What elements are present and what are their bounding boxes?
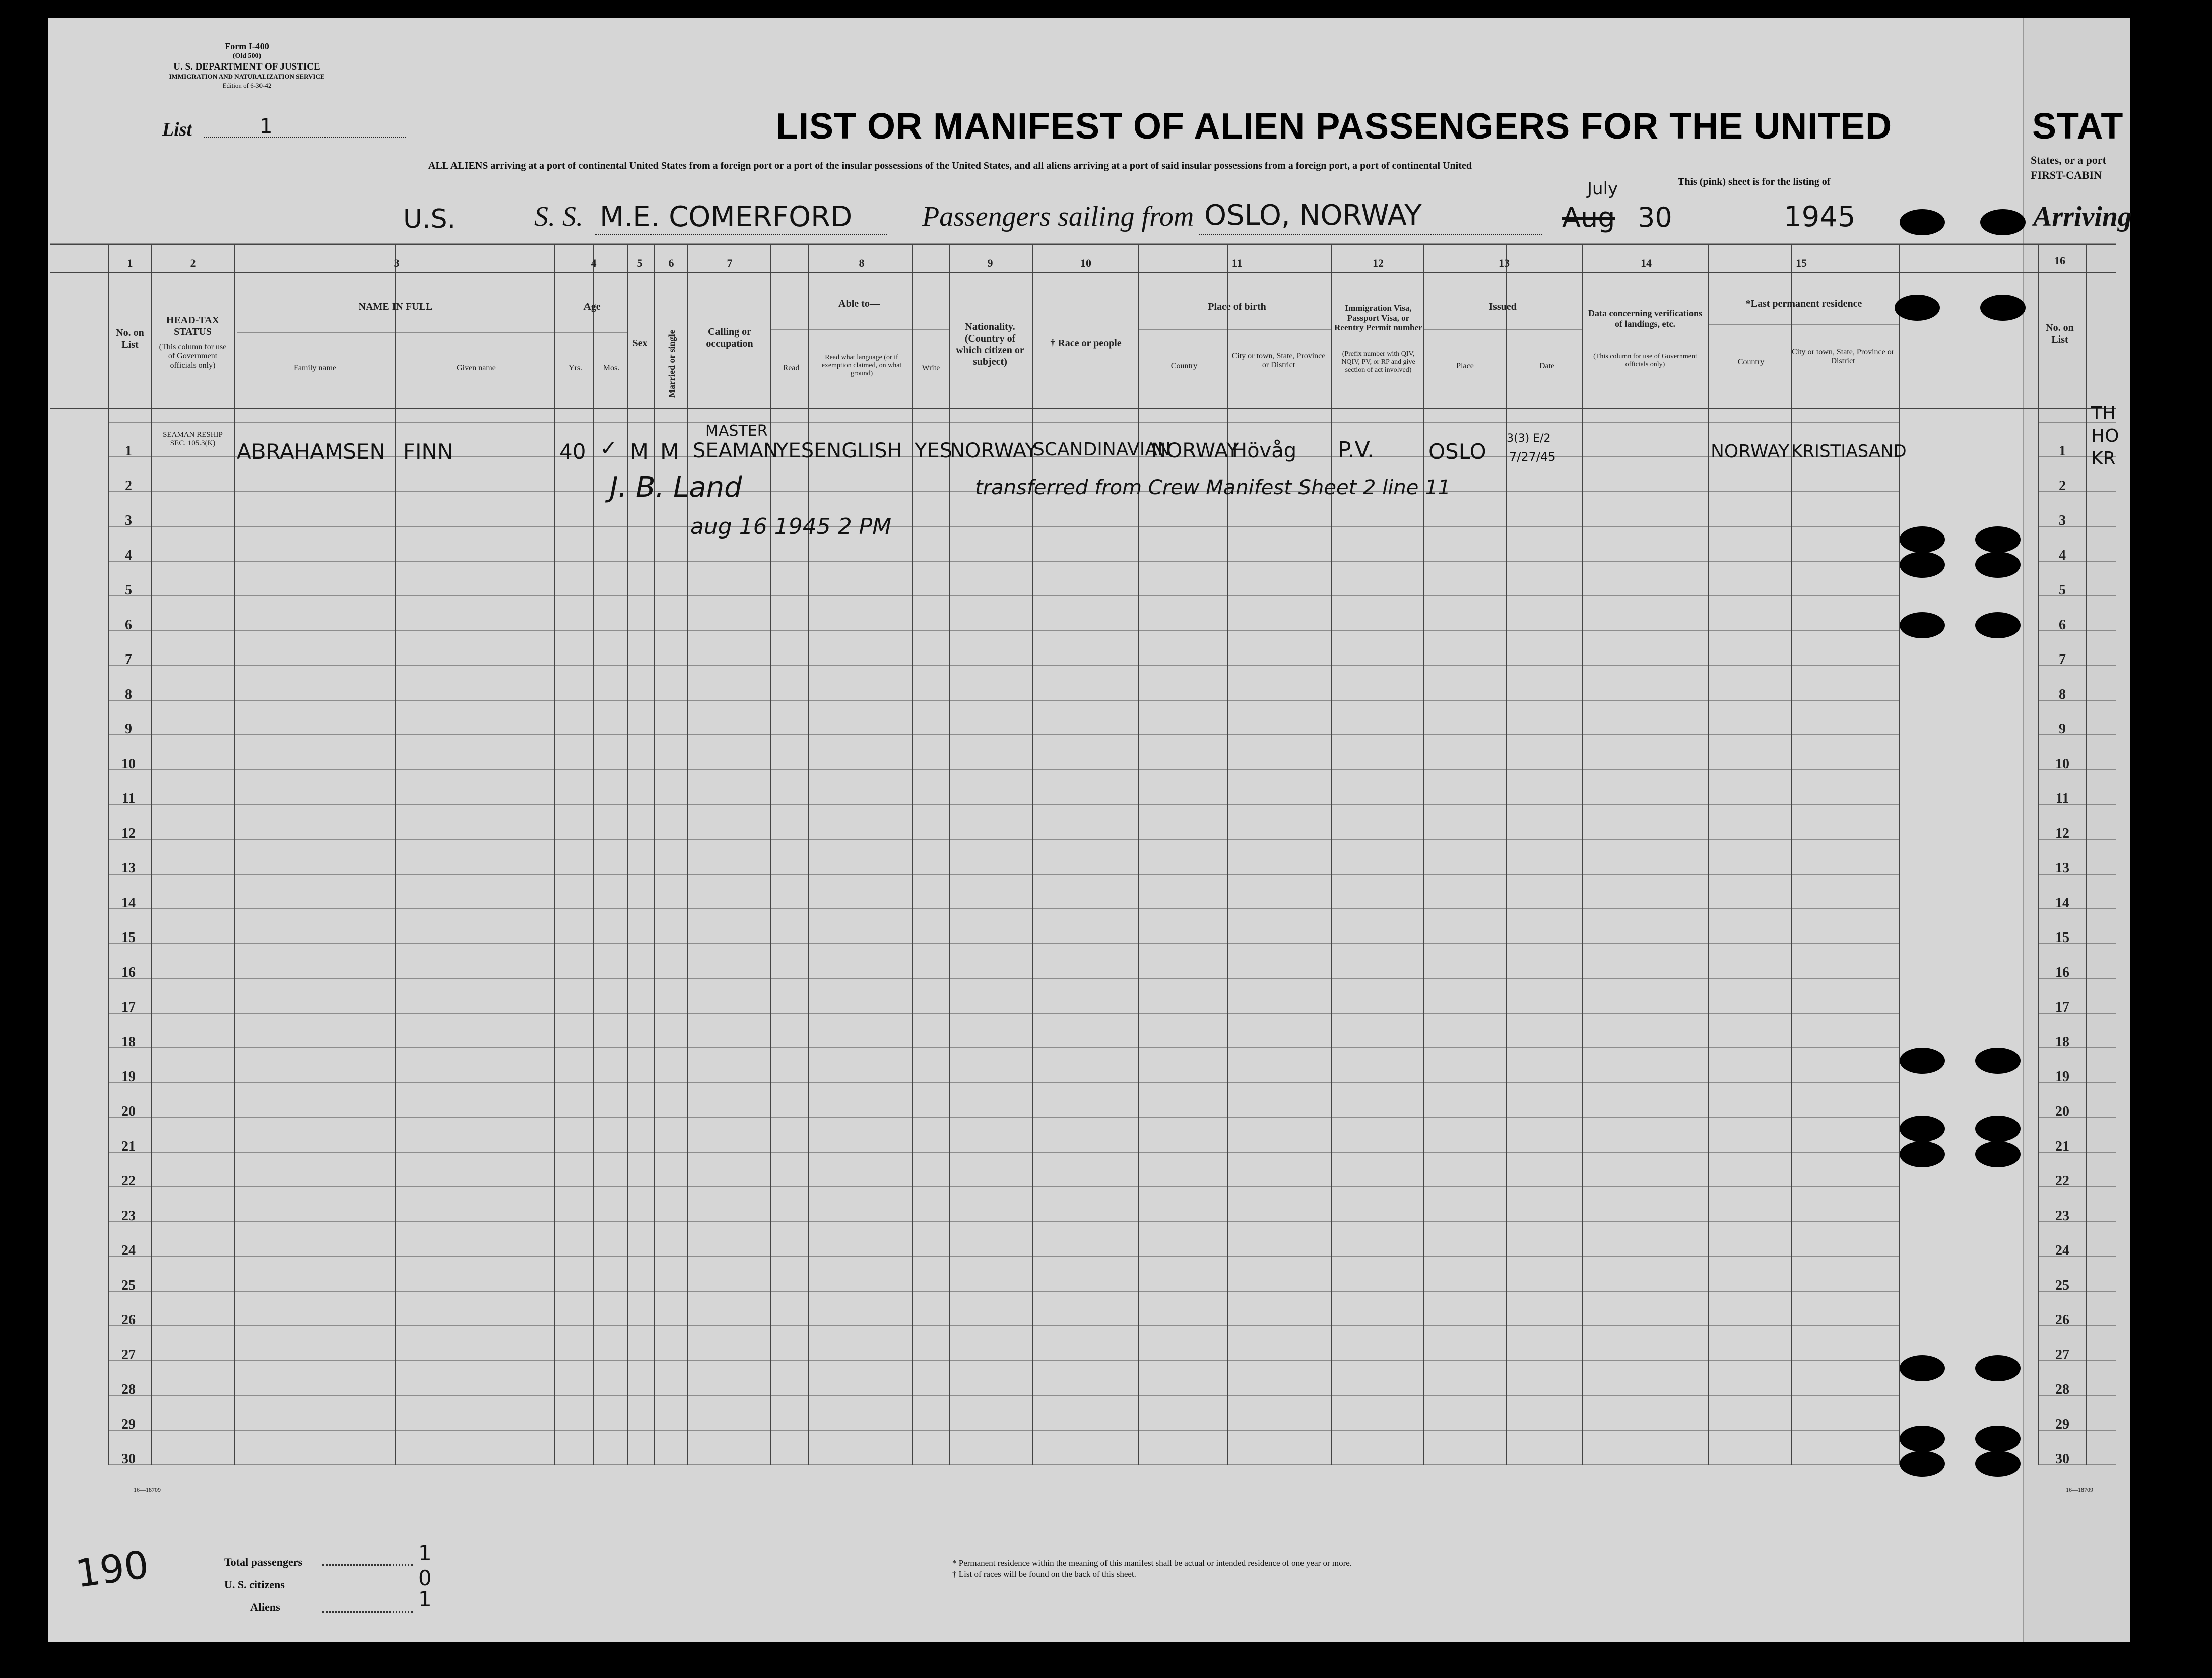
row-number-left: 6: [125, 617, 132, 633]
subtitle-right-2: FIRST-CABIN: [2031, 169, 2102, 181]
row-number-left: 21: [121, 1138, 136, 1154]
punch-hole: [1900, 1426, 1945, 1452]
col-num-16: 16: [2054, 254, 2065, 267]
total-passengers-label: Total passengers: [224, 1556, 303, 1568]
row-number-right: 14: [2055, 895, 2069, 911]
hdr-no-on-list: No. on List: [116, 327, 144, 350]
footer-dots: [322, 1564, 413, 1613]
entry-right-partial-3: KR: [2091, 448, 2116, 469]
footnote-races: † List of races will be found on the back of this sheet.: [952, 1569, 1136, 1579]
col-num-5: 5: [637, 257, 643, 270]
row-number-left: 7: [125, 652, 132, 667]
punch-hole: [1975, 1141, 2021, 1167]
subtitle-right-1: States, or a port: [2031, 154, 2106, 166]
row-number-left: 18: [121, 1034, 136, 1050]
punch-hole: [1900, 209, 1945, 235]
hdr-family-name: Family name: [294, 364, 336, 372]
col-num-7: 7: [727, 257, 733, 270]
col-num-2: 2: [190, 257, 196, 270]
row-number-right: 11: [2055, 791, 2069, 807]
punch-hole: [1900, 1451, 1945, 1477]
row-number-right: 13: [2055, 860, 2069, 876]
row-number-right: 16: [2055, 965, 2069, 980]
punch-hole: [1975, 1426, 2021, 1452]
row-number-right: 28: [2055, 1382, 2069, 1397]
row-number-right: 18: [2055, 1034, 2069, 1050]
list-value: 1: [259, 115, 273, 138]
row-number-left: 3: [125, 513, 132, 528]
row-number-right: 1: [2059, 443, 2066, 459]
row-number-left: 22: [121, 1173, 136, 1189]
hdr-sex: Sex: [632, 338, 648, 349]
entry-head-tax: SEAMAN RESHIP SEC. 105.3(K): [163, 431, 223, 448]
row-number-left: 10: [121, 756, 136, 772]
row-number-left: 17: [121, 999, 136, 1015]
col-num-14: 14: [1641, 257, 1652, 270]
hdr-write: Write: [922, 364, 940, 372]
row-number-left: 19: [121, 1069, 136, 1085]
punch-hole: [1900, 1141, 1945, 1167]
hdr-name-in-full: NAME IN FULL: [358, 301, 433, 312]
punch-hole: [1980, 295, 2026, 321]
row-number-left: 5: [125, 582, 132, 598]
hdr-visa-note: (Prefix number with QIV, NQIV, PV, or RP and give section of act involved): [1341, 350, 1415, 374]
row-number-right: 19: [2055, 1069, 2069, 1085]
row-number-right: 26: [2055, 1312, 2069, 1328]
entry-race: SCANDINAVIAN: [1033, 439, 1171, 460]
hdr-place-of-birth: Place of birth: [1208, 301, 1266, 312]
month-struck: Aug: [1562, 202, 1615, 233]
row-number-right: 17: [2055, 999, 2069, 1015]
row-number-right: 4: [2059, 548, 2066, 563]
entry-visa: P.V.: [1338, 437, 1375, 463]
punch-hole: [1900, 1116, 1945, 1142]
row-number-right: 27: [2055, 1347, 2069, 1363]
entry-read: YES: [776, 439, 814, 462]
page-title: LIST OR MANIFEST OF ALIEN PASSENGERS FOR THE UNITED: [776, 106, 1893, 147]
us-mark: U.S.: [403, 204, 456, 234]
row-number-right: 2: [2059, 478, 2066, 494]
us-citizens-label: U. S. citizens: [224, 1578, 285, 1591]
hdr-race: † Race or people: [1050, 338, 1122, 349]
hdr-given-name: Given name: [457, 364, 496, 372]
row-number-right: 10: [2055, 756, 2069, 772]
transfer-note: transferred from Crew Manifest Sheet 2 line 11: [975, 476, 1451, 499]
row-number-right: 15: [2055, 930, 2069, 946]
hdr-age-yrs: Yrs.: [568, 364, 583, 372]
row-number-left: 23: [121, 1208, 136, 1224]
entry-family-name: ABRAHAMSEN: [237, 439, 385, 464]
margin-number: 190: [73, 1541, 152, 1596]
hdr-able-to: Able to—: [838, 298, 880, 309]
list-label: List: [162, 119, 192, 140]
entry-birth-country: NORWAY: [1151, 439, 1239, 462]
entry-occupation: SEAMAN: [693, 439, 778, 462]
punch-hole: [1900, 1048, 1945, 1074]
row-number-left: 11: [121, 791, 136, 807]
form-old-number: (Old 500): [232, 52, 262, 60]
row-number-left: 20: [121, 1104, 136, 1119]
row-number-right: 9: [2059, 721, 2066, 737]
service: IMMIGRATION AND NATURALIZATION SERVICE: [169, 73, 325, 80]
col-num-11: 11: [1231, 257, 1243, 270]
row-number-left: 8: [125, 687, 132, 702]
row-number-right: 21: [2055, 1138, 2069, 1154]
arriving-label: Arriving: [2033, 201, 2132, 232]
hdr-birth-city: City or town, State, Province or District: [1231, 352, 1326, 370]
signature: J. B. Land: [610, 471, 742, 504]
row-number-right: 8: [2059, 687, 2066, 702]
ss-label: S. S.: [534, 201, 583, 232]
row-number-right: 24: [2055, 1243, 2069, 1258]
entry-sex: M: [630, 439, 649, 465]
hdr-res-city: City or town, State, Province or District: [1791, 348, 1895, 366]
entry-issued-place: OSLO: [1428, 439, 1486, 464]
punch-hole: [1900, 526, 1945, 553]
ship-name: M.E. COMERFORD: [600, 200, 853, 233]
punch-hole: [1900, 1355, 1945, 1381]
department: U. S. DEPARTMENT OF JUSTICE: [173, 61, 320, 72]
hdr-verifications-note: (This column for use of Government officials only): [1593, 353, 1697, 369]
entry-residence-city: KRISTIASAND: [1791, 441, 1907, 461]
hdr-issued-date: Date: [1539, 362, 1555, 370]
row-number-left: 4: [125, 548, 132, 563]
col-num-9: 9: [987, 257, 993, 270]
col-num-15: 15: [1796, 257, 1807, 270]
row-number-left: 12: [121, 826, 136, 841]
entry-issued-date-top: 3(3) E/2: [1507, 432, 1551, 445]
row-number-left: 16: [121, 965, 136, 980]
row-number-left: 14: [121, 895, 136, 911]
aliens-label: Aliens: [250, 1601, 280, 1614]
hdr-no-on-list-right: No. on List: [2046, 322, 2074, 345]
entry-right-partial-1: TH: [2091, 403, 2116, 424]
row-number-left: 28: [121, 1382, 136, 1397]
hdr-issued: Issued: [1489, 301, 1517, 312]
departure-port: OSLO, NORWAY: [1204, 199, 1422, 232]
hdr-head-tax: HEAD-TAX STATUS: [166, 315, 220, 338]
row-number-right: 23: [2055, 1208, 2069, 1224]
col-num-8: 8: [859, 257, 865, 270]
hdr-birth-country: Country: [1170, 362, 1198, 370]
punch-hole: [1975, 1048, 2021, 1074]
hdr-verifications: Data concerning verifications of landings, etc.: [1588, 308, 1702, 329]
punch-hole: [1895, 295, 1940, 321]
punch-hole: [1975, 1451, 2021, 1477]
hdr-age: Age: [583, 301, 601, 312]
punch-hole: [1975, 1355, 2021, 1381]
punch-hole: [1900, 552, 1945, 578]
row-number-right: 29: [2055, 1417, 2069, 1432]
col-num-6: 6: [668, 257, 674, 270]
sailing-year: 1945: [1784, 200, 1856, 233]
row-number-right: 3: [2059, 513, 2066, 528]
entry-married: M: [660, 439, 679, 465]
row-number-right: 7: [2059, 652, 2066, 667]
punch-hole: [1975, 612, 2021, 638]
row-number-left: 15: [121, 930, 136, 946]
punch-hole: [1900, 612, 1945, 638]
hdr-nationality: Nationality. (Country of which citizen or subject): [956, 321, 1024, 367]
row-number-right: 30: [2055, 1451, 2069, 1467]
hdr-read-language: Read what language (or if exemption claimed, on what ground): [821, 354, 902, 378]
col-num-10: 10: [1080, 257, 1091, 270]
aliens-value: 1: [418, 1587, 432, 1612]
sailing-day: 30: [1638, 202, 1672, 233]
hdr-married: Married or single: [667, 330, 677, 398]
punch-hole: [1975, 552, 2021, 578]
punch-hole: [1980, 209, 2026, 235]
row-number-left: 29: [121, 1417, 136, 1432]
subtitle-line-2: This (pink) sheet is for the listing of: [1678, 176, 1831, 187]
row-number-left: 30: [121, 1451, 136, 1467]
row-number-right: 6: [2059, 617, 2066, 633]
col-num-3: 3: [394, 257, 400, 270]
row-number-left: 2: [125, 478, 132, 494]
edition: Edition of 6-30-42: [222, 82, 272, 89]
row-number-right: 25: [2055, 1278, 2069, 1293]
date-note: aug 16 1945 2 PM: [690, 514, 892, 540]
hdr-read: Read: [783, 364, 800, 372]
entry-write: YES: [915, 439, 953, 462]
punch-hole: [1975, 1116, 2021, 1142]
row-number-right: 20: [2055, 1104, 2069, 1119]
entry-age-yrs: 40: [559, 439, 587, 464]
col-num-4: 4: [591, 257, 597, 270]
col-num-1: 1: [127, 257, 133, 270]
printer-code-bottom: 16—18709: [134, 1486, 161, 1493]
hdr-last-residence: *Last permanent residence: [1745, 298, 1862, 309]
col-num-13: 13: [1499, 257, 1510, 270]
row-number-left: 25: [121, 1278, 136, 1293]
entry-nationality: NORWAY: [950, 439, 1037, 462]
entry-given-name: FINN: [403, 439, 453, 464]
hdr-res-country: Country: [1737, 358, 1765, 366]
row-number-left: 26: [121, 1312, 136, 1328]
entry-age-mark: ✓: [600, 436, 618, 460]
hdr-visa: Immigration Visa, Passport Visa, or Reentry Permit number: [1334, 303, 1422, 333]
row-number-left: 13: [121, 860, 136, 876]
hdr-head-tax-note: (This column for use of Government officials only): [159, 343, 227, 370]
entry-residence-country: NORWAY: [1711, 441, 1790, 462]
row-number-right: 22: [2055, 1173, 2069, 1189]
month-written: July: [1587, 179, 1618, 199]
hdr-age-mos: Mos.: [603, 364, 620, 372]
row-number-right: 12: [2055, 826, 2069, 841]
row-number-left: 24: [121, 1243, 136, 1258]
subtitle-line-1: ALL ALIENS arriving at a port of continental United States from a foreign port or a port of the insular possessions of the United States, and all aliens arriving at a port of said insular possessions from a foreign port, a port of continental United: [428, 160, 1472, 171]
us-citizens-value: 0: [418, 1566, 432, 1590]
page-title-continuation: STAT: [2032, 106, 2124, 147]
form-number: Form I-400: [225, 41, 269, 51]
sailing-label: Passengers sailing from: [922, 201, 1194, 232]
row-number-left: 1: [125, 443, 132, 459]
total-passengers-value: 1: [418, 1540, 432, 1565]
entry-right-partial-2: HO: [2091, 426, 2119, 446]
hdr-issued-place: Place: [1456, 362, 1474, 370]
col-num-12: 12: [1373, 257, 1384, 270]
printer-code-right: 16—18709: [2066, 1486, 2093, 1493]
row-number-left: 9: [125, 721, 132, 737]
entry-birth-city: Hövåg: [1232, 439, 1297, 462]
hdr-occupation: Calling or occupation: [706, 326, 753, 349]
row-number-right: 5: [2059, 582, 2066, 598]
punch-hole: [1975, 526, 2021, 553]
entry-issued-date: 7/27/45: [1509, 450, 1556, 464]
row-number-left: 27: [121, 1347, 136, 1363]
footnote-residence: * Permanent residence within the meaning of this manifest shall be actual or intended residence of one year or more.: [952, 1558, 1352, 1568]
entry-occupation-top: MASTER: [705, 422, 768, 440]
entry-language: ENGLISH: [814, 439, 902, 462]
